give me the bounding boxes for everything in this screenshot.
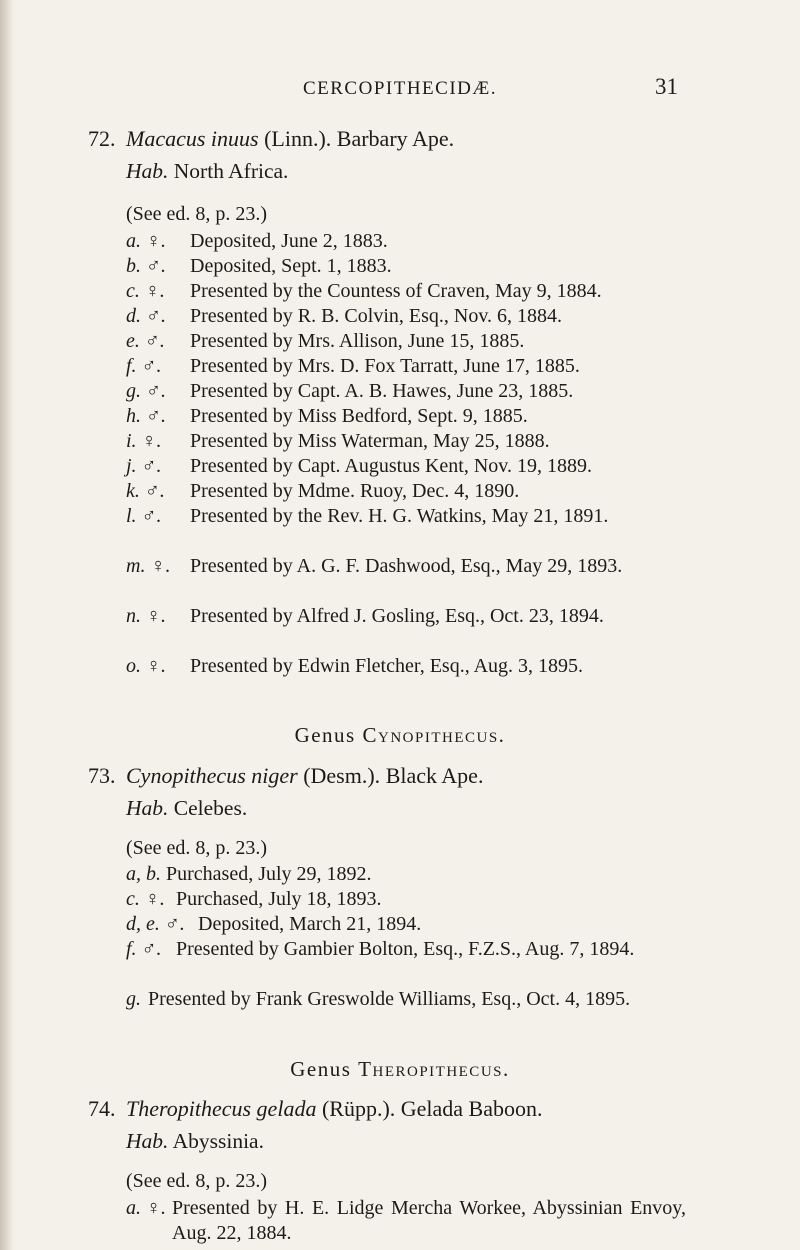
- hab-label: Hab.: [126, 159, 169, 183]
- specimen-72-g: g. ♂. Presented by Capt. A. B. Hawes, June 23, 1885.: [126, 380, 574, 402]
- running-head: CERCOPITHECIDÆ.: [302, 78, 498, 99]
- specimen-72-j: j. ♂. Presented by Capt. Augustus Kent, Nov. 19, 1889.: [126, 455, 593, 477]
- entry-74-reference: (See ed. 8, p. 23.): [126, 1170, 268, 1192]
- common-name: Barbary Ape.: [336, 126, 455, 151]
- specimen-73-ab: a, b. Purchased, July 29, 1892.: [126, 863, 372, 885]
- specimen-72-m: m. ♀. Presented by A. G. F. Dashwood, Esq., May 29, 1893.: [126, 555, 623, 577]
- entry-74-habitat: [126, 1129, 264, 1154]
- common-name: Black Ape.: [385, 763, 484, 788]
- entry-72-habitat: [126, 159, 288, 184]
- species-name: Macacus inuus: [126, 126, 259, 151]
- specimen-72-k: k. ♂. Presented by Mdme. Ruoy, Dec. 4, 1890.: [126, 480, 520, 502]
- specimen-72-e: e. ♂. Presented by Mrs. Allison, June 15, 1885.: [126, 330, 525, 352]
- specimen-73-g: g. Presented by Frank Greswolde Williams, Esq., Oct. 4, 1895.: [126, 988, 631, 1010]
- specimen-72-h: h. ♂. Presented by Miss Bedford, Sept. 9, 1885.: [126, 405, 528, 427]
- entry-number: 74.: [88, 1096, 116, 1121]
- entry-73-reference: (See ed. 8, p. 23.): [126, 837, 268, 859]
- specimen-72-f: f. ♂. Presented by Mrs. D. Fox Tarratt, June 17, 1885.: [126, 355, 580, 377]
- page-number: 31: [655, 74, 678, 99]
- specimen-73-de: d, e. ♂. Deposited, March 21, 1894.: [126, 913, 422, 935]
- specimen-73-f: f. ♂. Presented by Gambier Bolton, Esq., F.Z.S., Aug. 7, 1894.: [126, 938, 635, 960]
- specimen-72-d: d. ♂. Presented by R. B. Colvin, Esq., Nov. 6, 1884.: [126, 305, 563, 327]
- entry-number: 73.: [88, 763, 116, 788]
- specimen-72-n: n. ♀. Presented by Alfred J. Gosling, Esq., Oct. 23, 1894.: [126, 605, 604, 627]
- specimen-72-i: i. ♀. Presented by Miss Waterman, May 25, 1888.: [126, 430, 550, 452]
- specimen-74-a: a. ♀. Presented by H. E. Lidge Mercha Workee, Abyssinian Envoy, Aug. 22, 1884.: [126, 1197, 686, 1244]
- species-name: Theropithecus gelada: [126, 1096, 317, 1121]
- entry-72-reference: (See ed. 8, p. 23.): [126, 203, 268, 225]
- entry-73-habitat: [126, 796, 247, 821]
- entry-73-title: [88, 763, 483, 789]
- specimen-72-l: l. ♂. Presented by the Rev. H. G. Watkins, May 21, 1891.: [126, 505, 609, 527]
- entry-number: 72.: [88, 126, 116, 151]
- common-name: Gelada Baboon.: [400, 1096, 543, 1121]
- specimen-73-c: c. ♀. Purchased, July 18, 1893.: [126, 888, 382, 910]
- page-header: [0, 74, 800, 104]
- genus-heading-cynopithecus: Genus Cynopithecus.: [294, 723, 506, 747]
- specimen-72-b: b. ♂. Deposited, Sept. 1, 1883.: [126, 255, 392, 277]
- hab-label: Hab.: [126, 796, 169, 820]
- genus-heading-theropithecus: Genus Theropithecus.: [290, 1057, 510, 1081]
- species-authority: (Desm.).: [297, 763, 386, 788]
- species-authority: (Linn.).: [258, 126, 337, 151]
- hab-value: North Africa.: [168, 159, 289, 183]
- hab-value: Abyssinia.: [168, 1129, 264, 1153]
- hab-label: Hab.: [126, 1129, 169, 1153]
- entry-72-title: [88, 126, 454, 152]
- entry-74-title: [88, 1096, 543, 1122]
- specimen-72-o: o. ♀. Presented by Edwin Fletcher, Esq., Aug. 3, 1895.: [126, 655, 584, 677]
- species-name: Cynopithecus niger: [126, 763, 298, 788]
- specimen-72-c: c. ♀. Presented by the Countess of Craven, May 9, 1884.: [126, 280, 602, 302]
- hab-value: Celebes.: [168, 796, 248, 820]
- specimen-72-a: a. ♀. Deposited, June 2, 1883.: [126, 230, 388, 252]
- species-authority: (Rüpp.).: [316, 1096, 401, 1121]
